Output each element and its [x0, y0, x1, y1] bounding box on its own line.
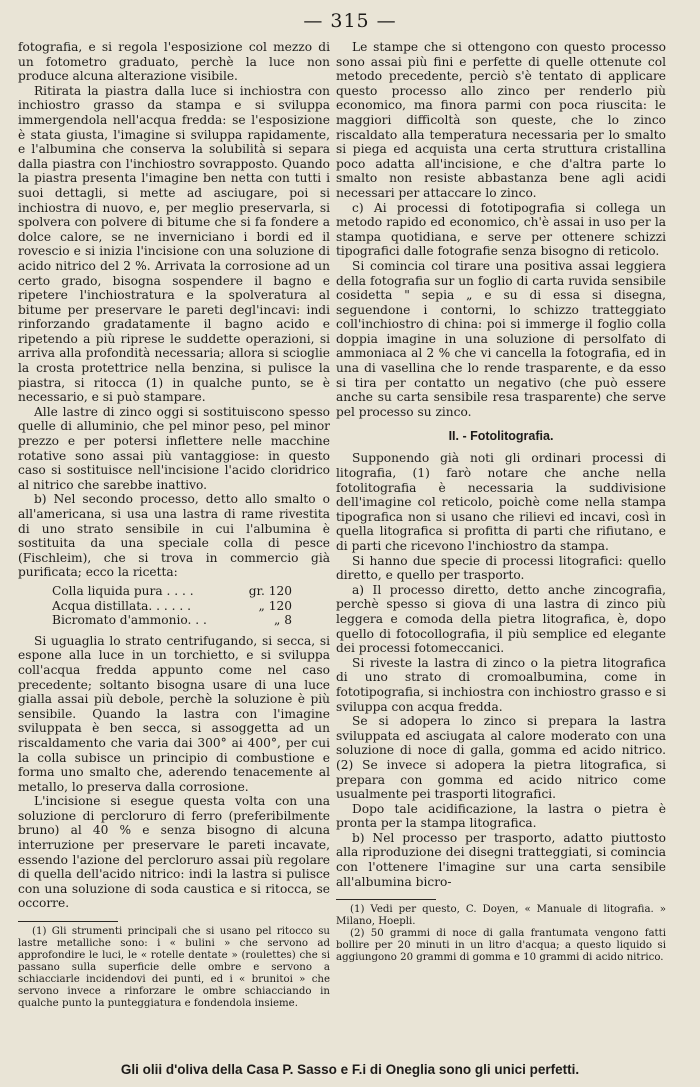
paragraph: fotografia, e si regola l'esposizione col mezzo di un fotometro graduato, perchè la luce non produce alcuna alterazione visibile.: [18, 40, 330, 84]
footnote: (2) 50 grammi di noce di galla frantumata vengono fatti bollire per 20 minuti in un litro d'acqua; a questo liquido si aggiungono 20 grammi di gomma e 10 grammi di acido nitrico.: [336, 928, 666, 964]
paragraph: b) Nel processo per trasporto, adatto piuttosto alla riproduzione dei disegni tratteggiati, si comincia con l'ottenere l'imagine sur una carta sensibile all'albumina bicro-: [336, 830, 666, 889]
footnote-divider: [336, 899, 436, 900]
paragraph: Si uguaglia lo strato centrifugando, si secca, si espone alla luce in un torchietto, e si sviluppa coll'acqua fredda appunto come nel caso precedente; soltanto bisogna usare di una luce gialla assai più debole, perchè la soluzione è più sensibile. Quando la lastra con l'imagine sviluppata è ben secca, si assoggetta ad un riscaldamento che varia dai 300° ai 400°, per cui la colla subisce un principio di combustione e forma uno smalto che, aderendo tenacemente al metallo, lo preserva dalla corrosione.: [18, 633, 330, 794]
paragraph: b) Nel secondo processo, detto allo smalto o all'americana, si usa una lastra di rame rivestita di uno strato sensibile in cui l'albumina è sostituita da una speciale colla di pesce (Fischleim), che si trova in commercio già purificata; ecco la ricetta:: [18, 492, 330, 580]
footnote: (1) Vedi per questo, C. Doyen, « Manuale di litografia. » Milano, Hoepli.: [336, 904, 666, 928]
paragraph: Dopo tale acidificazione, la lastra o pietra è pronta per la stampa litografica.: [336, 801, 666, 831]
paragraph: Se si adopera lo zinco si prepara la lastra sviluppata ed asciugata al calore moderato con una soluzione di noce di galla, gomma ed acido nitrico. (2) Se invece si adopera la pietra litografica, si prepara con gomma ed acido nitrico come usualmente pei trasporti litografici.: [336, 714, 666, 802]
recipe-ingredient: Bicromato d'ammonio. . .: [52, 613, 207, 628]
paragraph: Supponendo già noti gli ordinari processi di litografia, (1) farò notare che anche nella fotolitografia è necessaria la suddivisione dell'imagine col reticolo, poichè come nella stampa tipografica non si usano che rilievi ed incavi, così in quella litografica si profitta di parti che rifiutano, e di parti che ricevono l'inchiostro da stampa.: [336, 451, 666, 553]
paragraph: Si riveste la lastra di zinco o la pietra litografica di uno strato di cromoalbumina, come in fototipografia, si inchiostra con inchiostro grasso e si sviluppa con acqua fredda.: [336, 655, 666, 714]
right-column: [336, 40, 666, 964]
recipe-item: [52, 613, 292, 628]
section-heading: II. - Fotolitografia.: [448, 429, 554, 444]
paragraph: Alle lastre di zinco oggi si sostituiscono spesso quelle di alluminio, che pel minor peso, pel minor prezzo e per potersi inflettere nelle macchine rotative sono assai più vantaggiose: in questo caso si sostituisce nell'incisione l'acido cloridrico al nitrico che sarebbe inattivo.: [18, 404, 330, 492]
left-column: [18, 40, 330, 1010]
recipe-item: [52, 584, 292, 599]
paragraph: L'incisione si esegue questa volta con una soluzione di percloruro di ferro (preferibilmente bruno) al 40 % e senza bisogno di alcuna interruzione per preservare le pareti incavate, essendo l'azione del percloruro assai più regolare di quella dell'acido nitrico: indi la lastra si pulisce con una soluzione di soda caustica e si ritocca, se occorre.: [18, 794, 330, 911]
paragraph: Ritirata la piastra dalla luce si inchiostra con inchiostro grasso da stampa e si sviluppa immergendola nell'acqua fredda: se l'esposizione è stata giusta, l'imagine si sviluppa rapidamente, e l'albumina che conserva la solubilità si separa dalla piastra con l'inchiostro sovrapposto. Quando la piastra presenta l'imagine ben netta con tutti i suoi dettagli, si mette ad asciugare, poi si inchiostra di nuovo, e, per meglio preservarla, si spolvera con polvere di bitume che si fa fondere a dolce calore, se ne inverniciano i bordi ed il rovescio e si inizia l'incisione con una soluzione di acido nitrico del 2 %. Arrivata la corrosione ad un certo grado, bisogna sospendere il bagno e ripetere l'inchiostratura e la spolveratura al bitume per preservare le pareti degl'incavi: indi rinforzando gradatamente il bagno acido e ripetendo a più riprese le suddette operazioni, si arriva alla profondità necessaria; allora si scioglie la crosta protettrice nella benzina, si pulisce la piastra, si ritocca (1) in qualche punto, se è necessario, e si può stampare.: [18, 83, 330, 405]
paragraph: Le stampe che si ottengono con questo processo sono assai più fini e perfette di quelle ottenute col metodo precedente, perciò s'è tentato di applicare questo processo allo zinco per renderlo più economico, ma finora parmi con poca riuscita: le maggiori difficoltà son queste, che lo zinco riscaldato alla temperatura necessaria per lo smalto si piega ed acquista una certa struttura cristallina poco adatta all'incisione, e che d'altra parte lo smalto non resiste abbastanza bene agli acidi necessari per attaccare lo zinco.: [336, 40, 666, 200]
recipe-item: [52, 599, 292, 614]
advertisement-footer: Gli olii d'oliva della Casa P. Sasso e F.i di Oneglia sono gli unici perfetti.: [120, 1062, 580, 1077]
paragraph: c) Ai processi di fototipografia si collega un metodo rapido ed economico, ch'è assai in uso per la stampa quotidiana, e serve per ottenere schizzi tipografici dalle fotografie senza bisogno di reticolo.: [336, 200, 666, 259]
paragraph: Si comincia col tirare una positiva assai leggiera della fotografia sur un foglio di carta ruvida sensibile cosidetta " sepia „ e su di essa si disegna, seguendone i contorni, lo schizzo tratteggiato coll'inchiostro di china: poi si immerge il foglio colla doppia imagine in una soluzione di persolfato di ammoniaca al 2 % che vi cancella la fotografia, ed in una di vasellina che lo rende trasparente, e da esso si tira per contatto un negativo (che può essere anche su carta sensibile resa trasparente) che serve pel processo su zinco.: [336, 258, 666, 419]
recipe-quantity: „ 8: [274, 613, 292, 628]
recipe-ingredient: Acqua distillata. . . . . .: [52, 598, 192, 613]
page-number: — 315 —: [303, 10, 397, 32]
paragraph: a) Il processo diretto, detto anche zincografia, perchè spesso si giova di una lastra di zinco più leggera e comoda della pietra litografica, è, dopo quello di fotocollografia, il più semplice ed elegante dei processi fotomeccanici.: [336, 582, 666, 656]
footnote-divider: [18, 921, 118, 922]
recipe-quantity: gr. 120: [248, 583, 292, 598]
recipe-list: [52, 584, 330, 628]
footnote: (1) Gli strumenti principali che si usano pel ritocco su lastre metalliche sono: i « bulini » che servono ad approfondire le luci, le « rotelle dentate » (roulettes) che si passano sulla superficie delle ombre e servono a schiacciarle incidendovi dei punti, ed i « brunitoi » che servono invece a rinforzare le ombre schiacciando in qualche punto la punteggiatura e fondendola insieme.: [18, 926, 330, 1010]
recipe-quantity: „ 120: [258, 598, 292, 613]
recipe-ingredient: Colla liquida pura . . . .: [52, 583, 194, 598]
paragraph: Si hanno due specie di processi litografici: quello diretto, e quello per trasporto.: [336, 553, 666, 583]
